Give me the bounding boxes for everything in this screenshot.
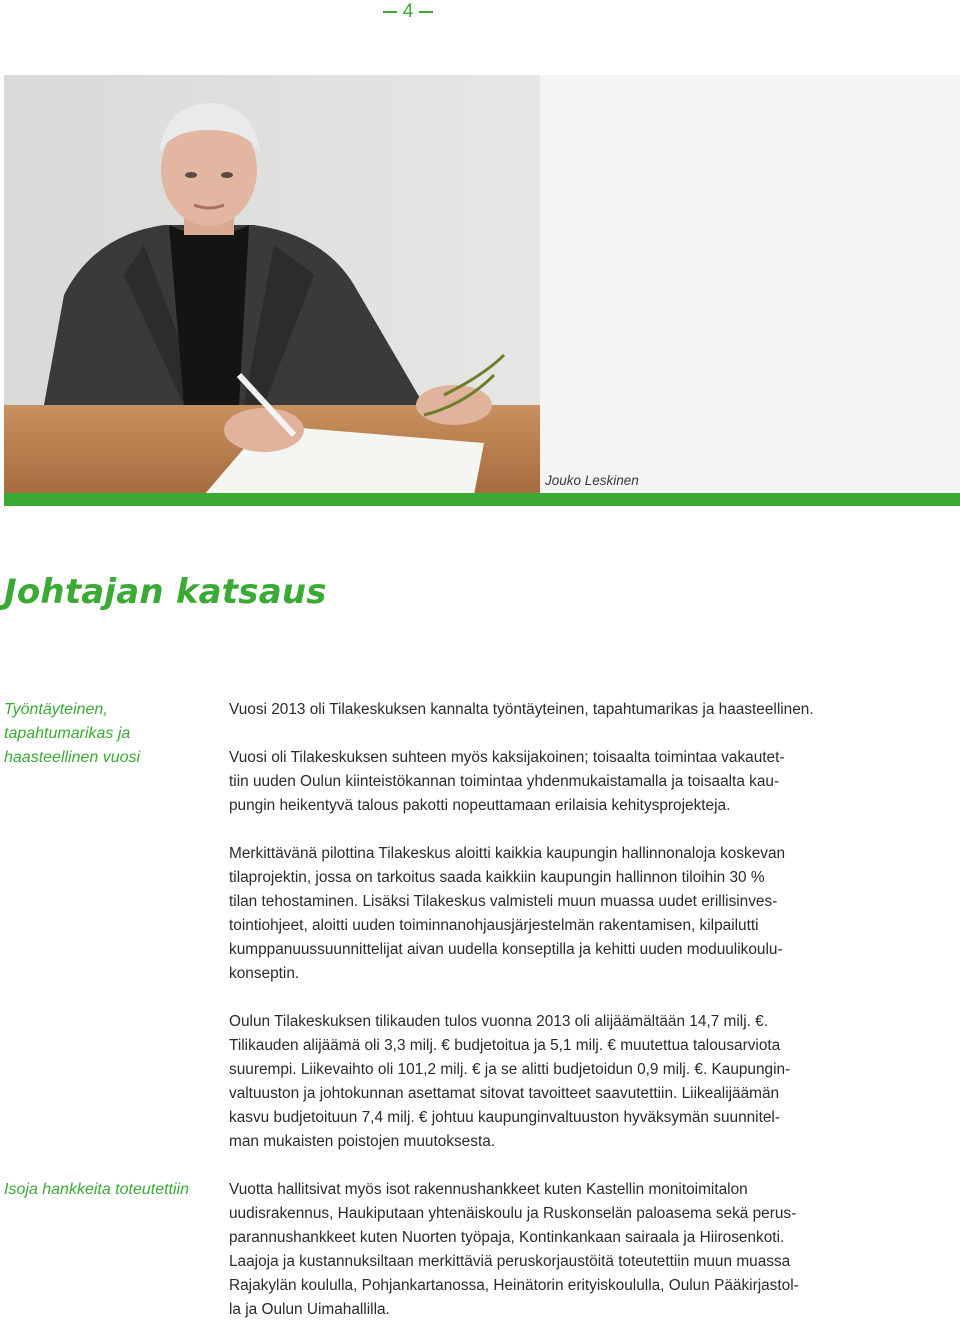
page-title: Johtajan katsaus xyxy=(4,572,327,612)
dash-right xyxy=(419,11,433,13)
portrait-illustration xyxy=(4,75,540,493)
paragraph-5: Vuotta hallitsivat myös isot rakennushankkeet kuten Kastellin monitoimitalon uudisrakennus, Haukiputaan yhtenäiskoulu ja Ruskonselän paloasema sekä perus- parannushankkeet kuten Nuorten työpaja, Kontinkankaan sairaala ja Hiirosenkoti. Laajoja ja kustannuksiltaan merkittäviä peruskorjaustöitä toteutettiin muun muassa Rajakylän koululla, Pohjankartanossa, Heinätorin erityiskoululla, Oulun Pääkirjastol- la ja Oulun Uimahallilla. xyxy=(229,1181,799,1318)
page-number-text: 4 xyxy=(402,1,414,22)
paragraph-3: Merkittävänä pilottina Tilakeskus aloitti kaikkia kaupungin hallinnonaloja koskevan tilaprojektin, jossa on tarkoitus saada kaikkiin kaupungin hallinnon tiloihin 30 % tilan tehostaminen. Lisäksi Tilakeskus valmisteli muun muassa uudet erillisinves- tointiohjeet, aloitti uuden toiminnanohjausjärjestelmän rakentamisen, kilpailutti kumppanuussuunnittelijat aivan uudella konseptilla ja kehitti uuden moduulikoulu- konseptin. xyxy=(229,845,786,982)
paragraph-1: Vuosi 2013 oli Tilakeskuksen kannalta työntäyteinen, tapahtumarikas ja haasteellinen. xyxy=(229,701,814,718)
paragraph-4: Oulun Tilakeskuksen tilikauden tulos vuonna 2013 oli alijäämältään 14,7 milj. €. Tilikauden alijäämä oli 3,3 milj. € budjetoitua ja 5,1 milj. € muutettua talousarviota suurempi. Liikevaihto oli 101,2 milj. € ja se alitti budjetoidun 0,9 milj. €. Kaupungin- valtuuston ja johtokunnan asettamat sitovat tavoitteet saavutettiin. Liikealijäämän kasvu budjetoituun 7,4 milj. € johtuu kaupunginvaltuuston hyväksymän suunnitel- man mukaisten poistojen muutoksesta. xyxy=(229,1013,791,1150)
side-heading-1: Työntäyteinen, tapahtumarikas ja haasteellinen vuosi xyxy=(4,701,141,766)
dash-left xyxy=(383,11,397,13)
portrait-photo xyxy=(4,75,540,493)
photo-caption: Jouko Leskinen xyxy=(545,473,639,488)
side-heading-2: Isoja hankkeita toteutettiin xyxy=(4,1181,190,1198)
paragraph-2: Vuosi oli Tilakeskuksen suhteen myös kaksijakoinen; toisaalta toimintaa vakautet- tiin uuden Oulun kiinteistökannan toimintaa yhdenmukaistamalla ja toisaalta kau- pungin heikentyvä talous pakotti nopeuttamaan erilaisia kehitysprojekteja. xyxy=(229,749,785,814)
page-number xyxy=(380,0,436,24)
photo-frame xyxy=(4,75,960,506)
accent-bar xyxy=(4,493,960,506)
